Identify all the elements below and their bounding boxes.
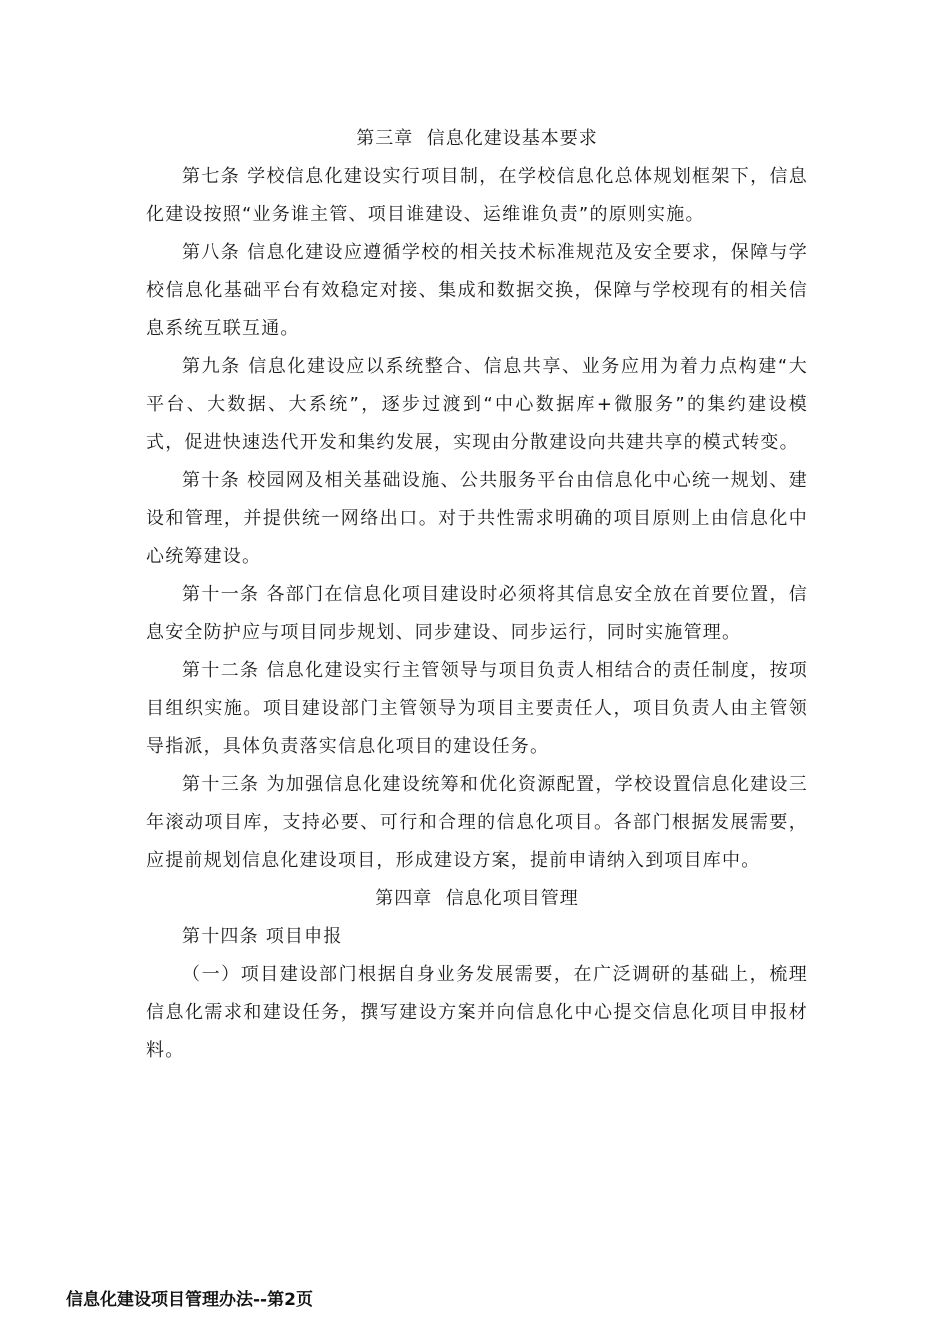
article-9: 第九条 信息化建设应以系统整合、信息共享、业务应用为着力点构建“大平台、大数据、大系统”，逐步过渡到“中心数据库+微服务”的集约建设模式，促进快速迭代开发和集约发展，实现由分散建设向共建共享的模式转变。 [146,356,808,453]
article-10: 第十条 校园网及相关基础设施、公共服务平台由信息化中心统一规划、建设和管理，并提供统一网络出口。对于共性需求明确的项目原则上由信息化中心统筹建设。 [146,470,808,567]
article-7: 第七条 学校信息化建设实行项目制，在学校信息化总体规划框架下，信息化建设按照“业务谁主管、项目谁建设、运维谁负责”的原则实施。 [146,166,808,225]
page-footer: 信息化建设项目管理办法--第2页 [66,1290,313,1310]
chapter-4-heading: 第四章 信息化项目管理 [375,888,579,909]
document-body [146,120,808,1070]
article-12: 第十二条 信息化建设实行主管领导与项目负责人相结合的责任制度，按项目组织实施。项目建设部门主管领导为项目主要责任人，项目负责人由主管领导指派，具体负责落实信息化项目的建设任务。 [146,660,808,757]
article-14-item-1: （一）项目建设部门根据自身业务发展需要，在广泛调研的基础上，梳理信息化需求和建设任务，撰写建设方案并向信息化中心提交信息化项目申报材料。 [146,964,808,1061]
article-13: 第十三条 为加强信息化建设统筹和优化资源配置，学校设置信息化建设三年滚动项目库，支持必要、可行和合理的信息化项目。各部门根据发展需要，应提前规划信息化建设项目，形成建设方案，提前申请纳入到项目库中。 [146,774,808,871]
article-11: 第十一条 各部门在信息化项目建设时必须将其信息安全放在首要位置，信息安全防护应与项目同步规划、同步建设、同步运行，同时实施管理。 [146,584,808,643]
article-8: 第八条 信息化建设应遵循学校的相关技术标准规范及安全要求，保障与学校信息化基础平台有效稳定对接、集成和数据交换，保障与学校现有的相关信息系统互联互通。 [146,242,808,339]
article-14-title: 第十四条 项目申报 [182,926,343,947]
chapter-3-heading: 第三章 信息化建设基本要求 [356,128,598,149]
